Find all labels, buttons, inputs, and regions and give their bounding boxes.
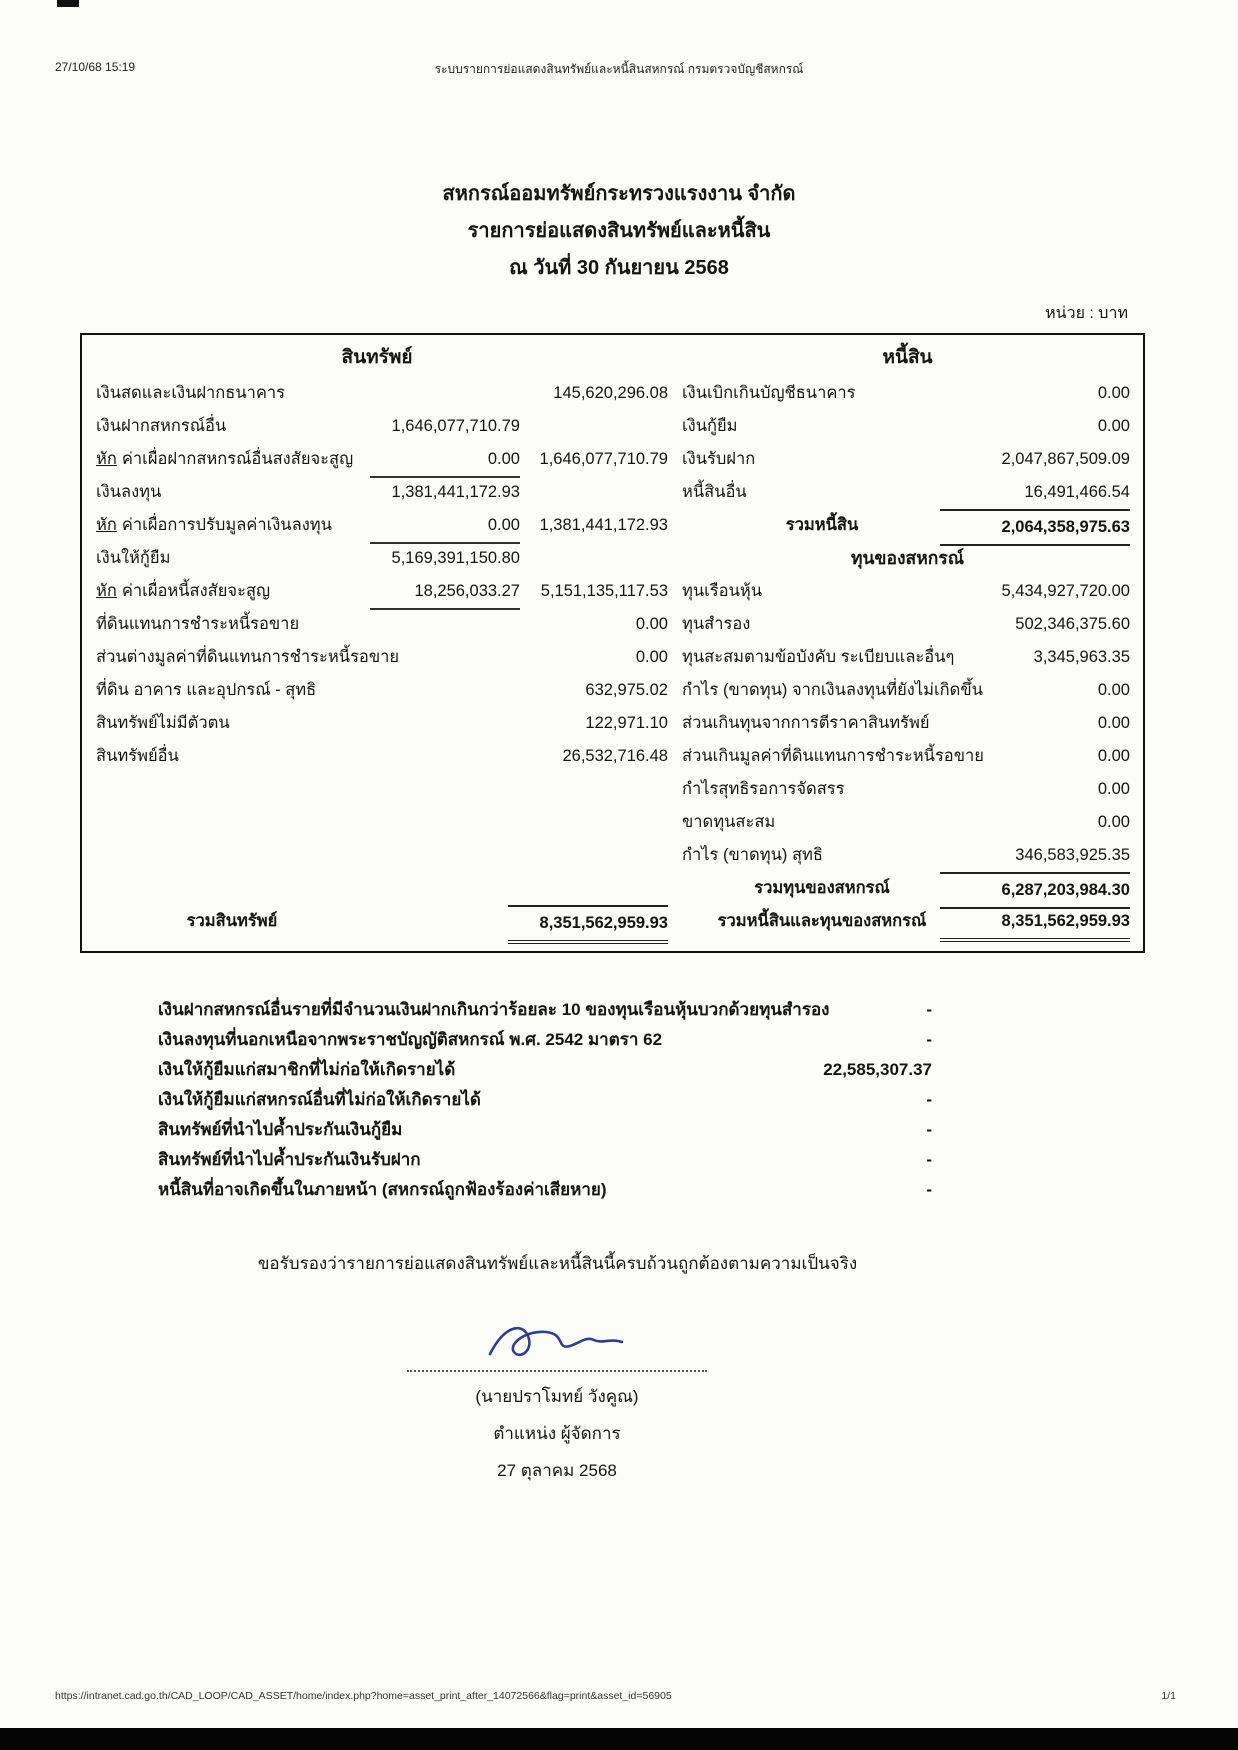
certification-statement: ขอรับรองว่ารายการย่อแสดงสินทรัพย์และหนี้สินนี้ครบถ้วนถูกต้องตามความเป็นจริง — [257, 1254, 858, 1273]
signature-block — [0, 1316, 1114, 1489]
asset-label: เงินลงทุน — [96, 483, 162, 501]
table-column-headers — [82, 335, 1143, 377]
equity-amount: 346,583,925.35 — [1015, 846, 1130, 864]
note-row — [158, 1085, 950, 1115]
asset-label — [82, 450, 353, 468]
asset-label: เงินให้กู้ยืม — [96, 549, 171, 567]
note-value: 22,585,307.37 — [823, 1060, 932, 1079]
disclosure-notes — [158, 995, 950, 1205]
asset-label — [82, 582, 270, 600]
equity-amount: 0.00 — [1097, 714, 1130, 732]
organization-name: สหกรณ์ออมทรัพย์กระทรวงแรงงาน จำกัด — [442, 183, 796, 205]
equity-total-label: รวมทุนของสหกรณ์ — [754, 879, 890, 897]
note-label: เงินให้กู้ยืมแก่สมาชิกที่ไม่ก่อให้เกิดรายได้ — [158, 1060, 456, 1079]
table-row — [672, 707, 1143, 740]
asset-label: เงินฝากสหกรณ์อื่น — [96, 417, 227, 435]
note-row — [158, 1115, 950, 1145]
note-label: เงินให้กู้ยืมแก่สหกรณ์อื่นที่ไม่ก่อให้เกิดรายได้ — [158, 1090, 481, 1109]
liability-label: เงินกู้ยืม — [682, 417, 738, 435]
liability-label: หนี้สินอื่น — [682, 483, 747, 501]
asset-label-text: ค่าเผื่อฝากสหกรณ์อื่นสงสัยจะสูญ — [121, 450, 354, 468]
table-row — [672, 740, 1143, 773]
asset-label: ส่วนต่างมูลค่าที่ดินแทนการชำระหนี้รอขาย — [96, 648, 400, 666]
asset-amount: 632,975.02 — [585, 681, 668, 699]
asset-amount: 1,646,077,710.79 — [539, 450, 668, 468]
report-title-block — [0, 176, 1238, 287]
liability-amount: 0.00 — [1097, 417, 1130, 435]
note-label: สินทรัพย์ที่นำไปค้ำประกันเงินกู้ยืม — [158, 1120, 403, 1139]
note-label: เงินฝากสหกรณ์อื่นรายที่มีจำนวนเงินฝากเกินกว่าร้อยละ 10 ของทุนเรือนหุ้นบวกด้วยทุนสำรอง — [158, 1000, 830, 1019]
equity-label: กำไร (ขาดทุน) จากเงินลงทุนที่ยังไม่เกิดขึ้น — [682, 681, 983, 699]
liability-amount: 2,047,867,509.09 — [1001, 450, 1130, 468]
asset-amount: 26,532,716.48 — [562, 747, 668, 765]
unit-label: หน่วย : บาท — [1045, 305, 1128, 322]
asset-subamount: 1,646,077,710.79 — [391, 417, 520, 435]
asset-amount: 5,151,135,117.53 — [540, 582, 668, 600]
equity-total-row — [672, 872, 1143, 905]
note-value: - — [926, 1030, 932, 1049]
assets-total-label: รวมสินทรัพย์ — [186, 912, 278, 930]
table-row — [82, 542, 672, 575]
equity-label: ส่วนเกินมูลค่าที่ดินแทนการชำระหนี้รอขาย — [682, 747, 984, 765]
note-row — [158, 1025, 950, 1055]
note-row — [158, 1175, 950, 1205]
liabilities-total-row — [672, 509, 1143, 542]
table-row — [672, 410, 1143, 443]
deduct-prefix: หัก — [96, 516, 117, 534]
table-row — [672, 575, 1143, 608]
grand-total-label: รวมหนี้สินและทุนของสหกรณ์ — [717, 912, 927, 930]
asset-amount: 0.00 — [635, 615, 668, 633]
table-row — [82, 377, 672, 410]
equity-amount: 0.00 — [1097, 813, 1130, 831]
equity-amount: 0.00 — [1097, 747, 1130, 765]
asset-amount: 1,381,441,172.93 — [539, 516, 668, 534]
note-row — [158, 1055, 950, 1085]
note-value: - — [926, 1180, 932, 1199]
assets-column — [82, 377, 672, 938]
signature-ink-icon — [482, 1316, 632, 1368]
note-row — [158, 995, 950, 1025]
equity-section-header: ทุนของสหกรณ์ — [851, 548, 964, 568]
liabilities-column — [672, 377, 1143, 938]
signature-date: 27 ตุลาคม 2568 — [497, 1461, 617, 1480]
source-url: https://intranet.cad.go.th/CAD_LOOP/CAD_ASSET/home/index.php?home=asset_print_after_14072566&flag=print&asset_id=56905 — [55, 1690, 672, 1702]
note-value: - — [926, 1000, 932, 1019]
equity-amount: 502,346,375.60 — [1015, 615, 1130, 633]
scan-artifact-mark — [57, 0, 79, 7]
liabilities-total-label: รวมหนี้สิน — [785, 516, 859, 534]
liability-label: เงินรับฝาก — [682, 450, 756, 468]
table-row — [82, 476, 672, 509]
grand-total-value: 8,351,562,959.93 — [940, 905, 1130, 942]
note-row — [158, 1145, 950, 1175]
balance-sheet-table — [80, 333, 1145, 953]
note-label: หนี้สินที่อาจเกิดขึ้นในภายหน้า (สหกรณ์ถูกฟ้องร้องค่าเสียหาย) — [158, 1180, 607, 1199]
assets-header: สินทรัพย์ — [341, 347, 413, 368]
equity-total-value: 6,287,203,984.30 — [940, 872, 1130, 909]
report-name: รายการย่อแสดงสินทรัพย์และหนี้สิน — [467, 220, 771, 242]
table-row — [82, 674, 672, 707]
asset-label: เงินสดและเงินฝากธนาคาร — [96, 384, 286, 402]
note-label: เงินลงทุนที่นอกเหนือจากพระราชบัญญัติสหกรณ์ พ.ศ. 2542 มาตรา 62 — [158, 1030, 663, 1049]
equity-label: ทุนสำรอง — [682, 615, 751, 633]
assets-spacer — [82, 773, 672, 905]
table-row — [672, 839, 1143, 872]
asset-label: ที่ดิน อาคาร และอุปกรณ์ - สุทธิ — [96, 681, 317, 699]
table-row — [82, 443, 672, 476]
liabilities-header: หนี้สิน — [882, 347, 933, 368]
note-value: - — [926, 1090, 932, 1109]
table-row — [82, 740, 672, 773]
liability-label: เงินเบิกเกินบัญชีธนาคาร — [682, 384, 856, 402]
table-row — [672, 674, 1143, 707]
equity-label: กำไรสุทธิรอการจัดสรร — [682, 780, 845, 798]
asset-label-text: ค่าเผื่อหนี้สงสัยจะสูญ — [121, 582, 271, 600]
deduct-prefix: หัก — [96, 582, 117, 600]
table-row — [82, 707, 672, 740]
asset-subamount: 5,169,391,150.80 — [391, 549, 520, 567]
asset-label: สินทรัพย์อื่น — [96, 747, 179, 765]
assets-total-row — [82, 905, 672, 938]
deduct-prefix: หัก — [96, 450, 117, 468]
table-row — [672, 641, 1143, 674]
signatory-name: (นายปราโมทย์ วังคูณ) — [475, 1387, 639, 1406]
as-of-date: ณ วันที่ 30 กันยายน 2568 — [509, 257, 729, 279]
table-row — [672, 608, 1143, 641]
table-row — [672, 773, 1143, 806]
equity-label: ทุนเรือนหุ้น — [682, 582, 763, 600]
equity-label: ส่วนเกินทุนจากการตีราคาสินทรัพย์ — [682, 714, 930, 732]
table-row — [82, 509, 672, 542]
note-label: สินทรัพย์ที่นำไปค้ำประกันเงินรับฝาก — [158, 1150, 421, 1169]
asset-subamount: 1,381,441,172.93 — [391, 483, 520, 501]
table-row — [82, 608, 672, 641]
asset-label — [82, 516, 332, 534]
equity-amount: 0.00 — [1097, 681, 1130, 699]
asset-label-text: ค่าเผื่อการปรับมูลค่าเงินลงทุน — [121, 516, 332, 534]
equity-label: กำไร (ขาดทุน) สุทธิ — [682, 846, 824, 864]
note-value: - — [926, 1150, 932, 1169]
equity-amount: 3,345,963.35 — [1033, 648, 1130, 666]
table-row — [672, 806, 1143, 839]
asset-amount: 145,620,296.08 — [553, 384, 668, 402]
liabilities-total-value: 2,064,358,975.63 — [940, 509, 1130, 546]
asset-label: ที่ดินแทนการชำระหนี้รอขาย — [96, 615, 300, 633]
scan-edge-bar — [0, 1728, 1238, 1750]
table-row — [82, 410, 672, 443]
print-datetime: 27/10/68 15:19 — [55, 60, 136, 74]
asset-subamount: 0.00 — [370, 509, 520, 544]
asset-amount: 122,971.10 — [585, 714, 668, 732]
equity-amount: 0.00 — [1097, 780, 1130, 798]
grand-total-row — [672, 905, 1143, 938]
equity-amount: 5,434,927,720.00 — [1001, 582, 1130, 600]
system-title: ระบบรายการย่อแสดงสินทรัพย์และหนี้สินสหกรณ์ กรมตรวจบัญชีสหกรณ์ — [434, 62, 804, 76]
note-value: - — [926, 1120, 932, 1139]
table-row — [672, 377, 1143, 410]
liability-amount: 16,491,466.54 — [1024, 483, 1130, 501]
signatory-position: ตำแหน่ง ผู้จัดการ — [493, 1424, 621, 1443]
assets-total-value: 8,351,562,959.93 — [508, 905, 668, 944]
table-row — [672, 443, 1143, 476]
page-number: 1/1 — [1161, 1690, 1176, 1702]
asset-amount: 0.00 — [635, 648, 668, 666]
equity-label: ทุนสะสมตามข้อบังคับ ระเบียบและอื่นๆ — [682, 648, 955, 666]
equity-label: ขาดทุนสะสม — [682, 813, 776, 831]
asset-label: สินทรัพย์ไม่มีตัวตน — [96, 714, 230, 732]
table-row — [82, 641, 672, 674]
signature-dotted-line — [407, 1370, 707, 1372]
table-row — [672, 476, 1143, 509]
asset-subamount: 18,256,033.27 — [370, 575, 520, 610]
asset-subamount: 0.00 — [370, 443, 520, 478]
liability-amount: 0.00 — [1097, 384, 1130, 402]
table-row — [82, 575, 672, 608]
